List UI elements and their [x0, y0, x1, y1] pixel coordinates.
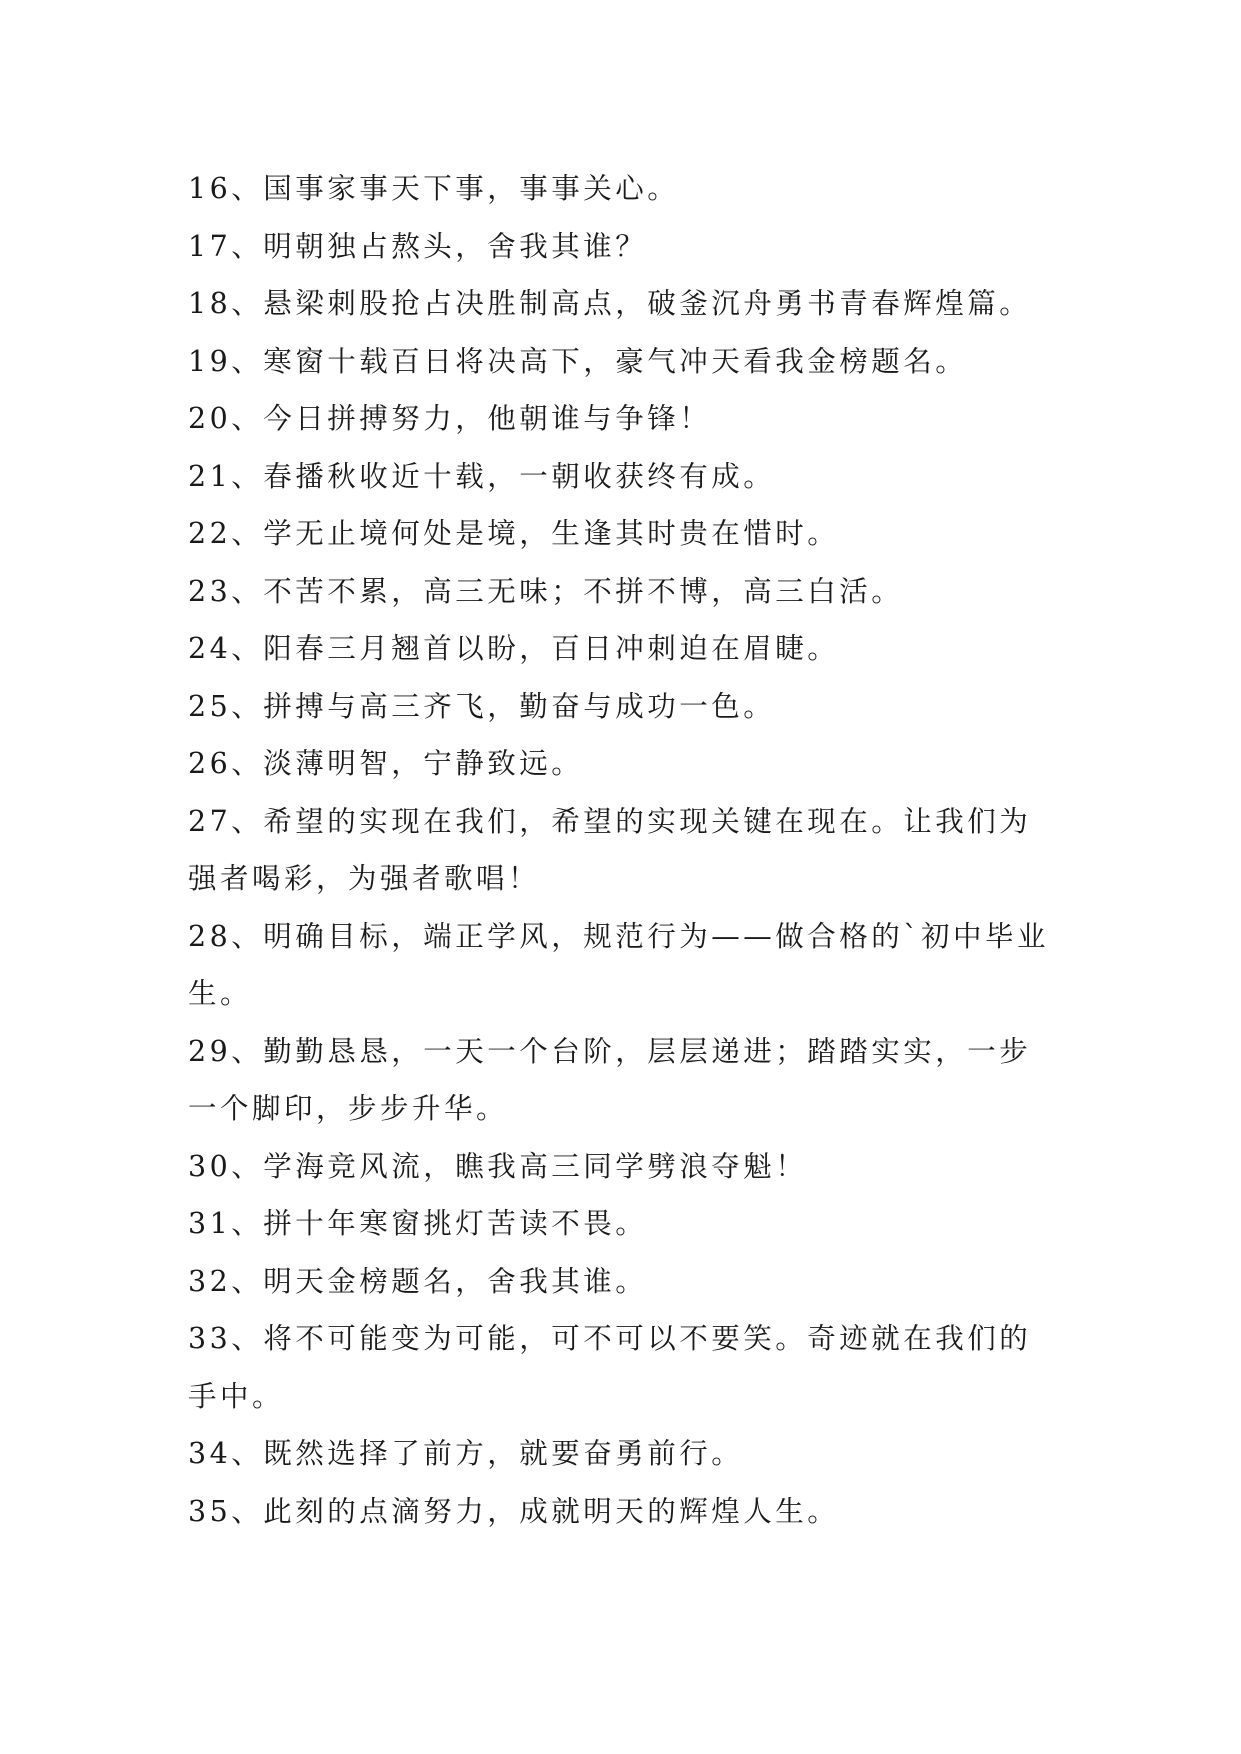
list-item: 24、阳春三月翘首以盼，百日冲刺迫在眉睫。 [188, 632, 840, 665]
list-item: 35、此刻的点滴努力，成就明天的辉煌人生。 [188, 1494, 840, 1528]
list-item: 20、今日拼搏努力，他朝谁与争锋！ [188, 402, 712, 435]
list-item: 29、勤勤恳恳，一天一个台阶，层层递进；踏踏实实，一步一个脚印，步步升华。 [188, 1034, 1032, 1125]
list-item: 34、既然选择了前方，就要奋勇前行。 [188, 1437, 744, 1470]
list-item: 21、春播秋收近十载，一朝收获终有成。 [188, 459, 776, 493]
list-item: 22、学无止境何处是境，生逢其时贵在惜时。 [188, 517, 840, 550]
list-item: 30、学海竞风流，瞧我高三同学劈浪夺魁！ [188, 1149, 808, 1183]
list-item: 28、明确目标，端正学风，规范行为——做合格的`初中毕业生。 [188, 919, 1050, 1010]
list-item: 26、淡薄明智，宁静致远。 [188, 747, 584, 780]
list-item: 31、拼十年寒窗挑灯苦读不畏。 [188, 1207, 648, 1240]
list-item: 19、寒窗十载百日将决高下，豪气冲天看我金榜题名。 [188, 344, 968, 378]
list-item: 23、不苦不累，高三无味；不拼不博，高三白活。 [188, 574, 904, 608]
list-item: 18、悬梁刺股抢占决胜制高点，破釜沉舟勇书青春辉煌篇。 [188, 287, 1032, 320]
slogan-list [188, 160, 1060, 1540]
list-item: 33、将不可能变为可能，可不可以不要笑。奇迹就在我们的手中。 [188, 1322, 1032, 1413]
list-item: 25、拼搏与高三齐飞，勤奋与成功一色。 [188, 689, 776, 723]
list-item: 27、希望的实现在我们，希望的实现关键在现在。让我们为强者喝彩，为强者歌唱！ [188, 804, 1032, 895]
list-item: 32、明天金榜题名，舍我其谁。 [188, 1264, 648, 1298]
list-item: 16、国事家事天下事，事事关心。 [188, 172, 680, 205]
list-item: 17、明朝独占熬头，舍我其谁？ [188, 229, 648, 263]
